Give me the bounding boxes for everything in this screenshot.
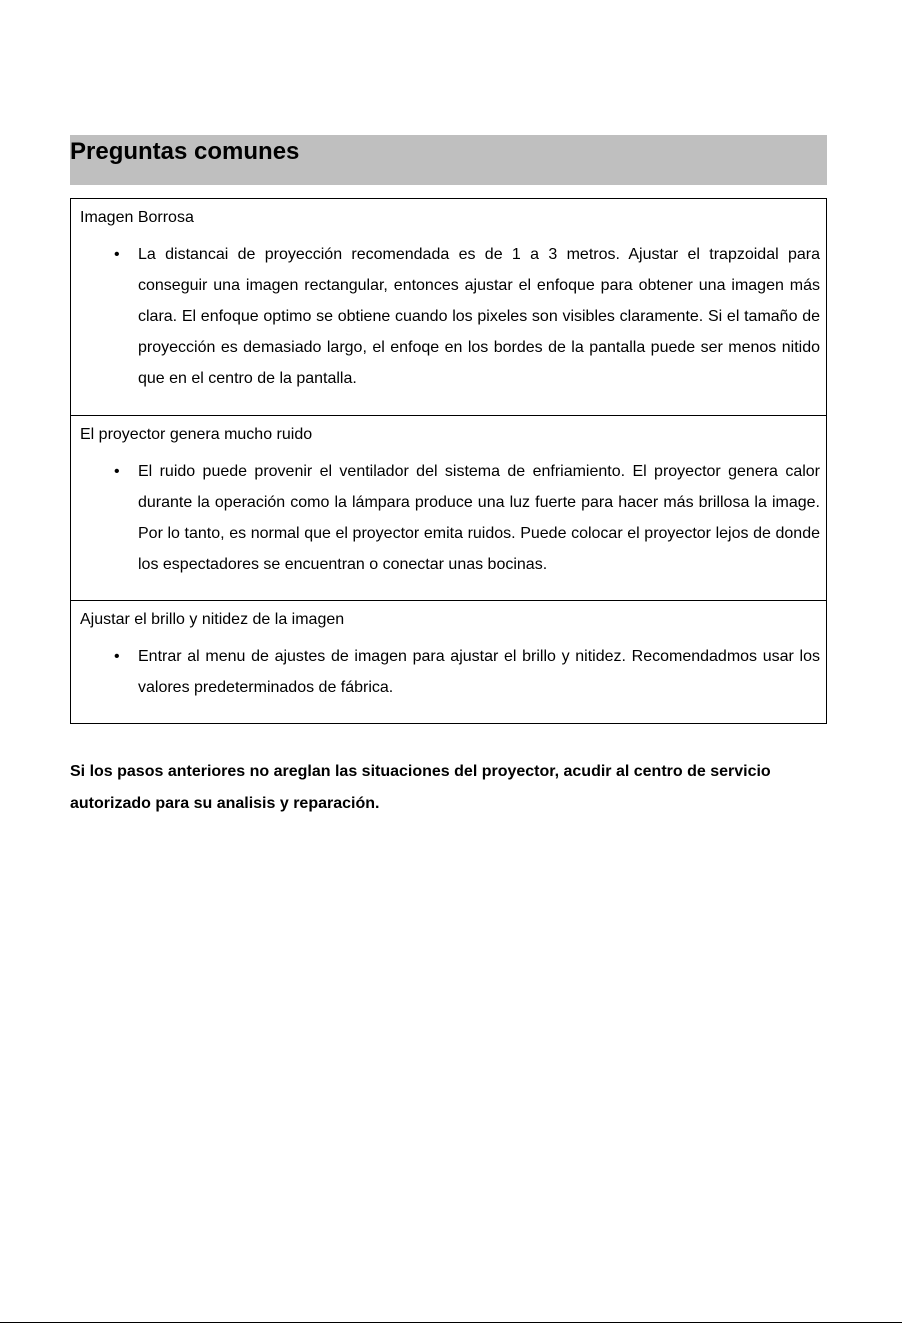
- faq-question: Ajustar el brillo y nitidez de la imagen: [80, 611, 345, 628]
- faq-row: [71, 600, 826, 723]
- bullet-icon: •: [114, 648, 120, 665]
- service-note: Si los pasos anteriores no areglan las situaciones del proyector, acudir al centro de servicio autorizado para su analisis y reparación.: [70, 763, 771, 812]
- faq-question: Imagen Borrosa: [80, 209, 194, 226]
- faq-answer: [80, 239, 820, 394]
- faq-answer: [80, 641, 820, 703]
- faq-answer-text: El ruido puede provenir el ventilador del sistema de enfriamiento. El proyector genera calor durante la operación como la lámpara produce una luz fuerte para hacer más brillosa la image. Por lo tanto, es normal que el proyector emita ruidos. Puede colocar el proyector lejos de donde los espectadores se encuentran o conectar unas bocinas.: [138, 463, 820, 573]
- footer-rule: [0, 1322, 902, 1323]
- faq-answer-text: La distancai de proyección recomendada es de 1 a 3 metros. Ajustar el trapzoidal para conseguir una imagen rectangular, entonces ajustar el enfoque para obtener una imagen más clara. El enfoque optimo se obtiene cuando los pixeles son visibles claramente. Si el tamaño de proyección es demasiado largo, el enfoqe en los bordes de la pantalla puede ser menos nitido que en el centro de la pantalla.: [138, 246, 820, 387]
- faq-answer-text: Entrar al menu de ajustes de imagen para ajustar el brillo y nitidez. Recomendadmos usar los valores predeterminados de fábrica.: [138, 648, 820, 696]
- faq-table: [70, 198, 827, 724]
- section-header: [70, 135, 827, 185]
- faq-row: [71, 415, 826, 600]
- bullet-icon: •: [114, 463, 120, 480]
- faq-answer: [80, 456, 820, 580]
- faq-question: El proyector genera mucho ruido: [80, 426, 313, 443]
- section-title: Preguntas comunes: [70, 138, 300, 165]
- bullet-icon: •: [114, 246, 120, 263]
- faq-row: [71, 199, 826, 415]
